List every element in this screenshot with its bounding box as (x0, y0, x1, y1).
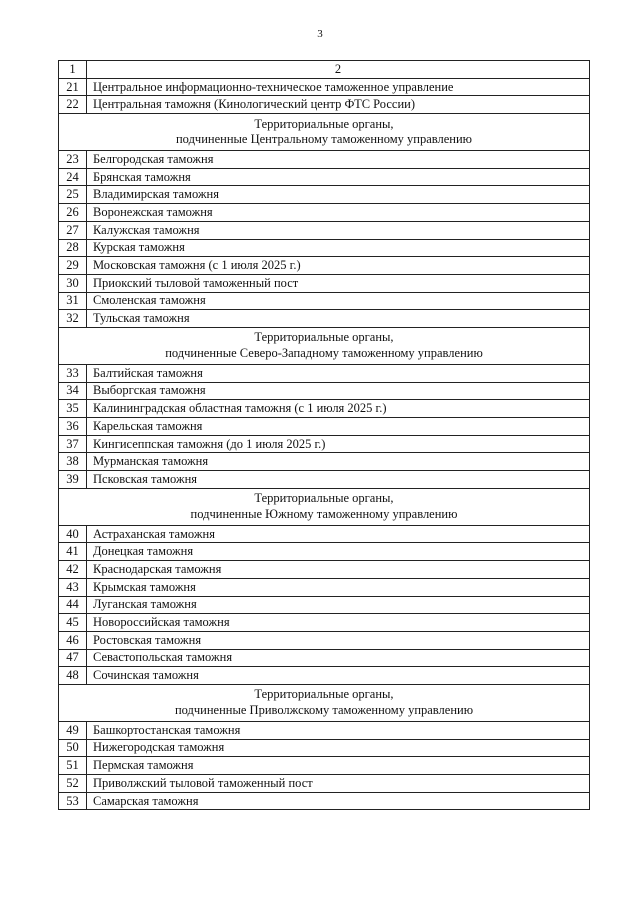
section-header-row (59, 684, 590, 721)
row-name: Краснодарская таможня (87, 561, 590, 579)
table-row (59, 257, 590, 275)
row-name: Калужская таможня (87, 221, 590, 239)
row-number: 36 (59, 418, 87, 436)
page-number: 3 (317, 28, 323, 40)
row-name: Выборгская таможня (87, 382, 590, 400)
row-name: Мурманская таможня (87, 453, 590, 471)
header-col-1: 1 (59, 61, 87, 79)
table-row (59, 471, 590, 489)
section-title-line-1: Территориальные органы, (254, 116, 394, 131)
row-name: Центральная таможня (Кинологический центр ФТС России) (87, 96, 590, 114)
row-name: Балтийская таможня (87, 364, 590, 382)
row-number: 43 (59, 578, 87, 596)
row-name: Брянская таможня (87, 168, 590, 186)
row-name: Центральное информационно-техническое таможенное управление (87, 78, 590, 96)
table-row (59, 204, 590, 222)
table-row (59, 151, 590, 169)
row-number: 26 (59, 204, 87, 222)
section-title-line-2: подчиненные Северо-Западному таможенному управлению (165, 345, 483, 360)
row-name: Курская таможня (87, 239, 590, 257)
table-row (59, 561, 590, 579)
row-number: 45 (59, 614, 87, 632)
section-header-cell (59, 488, 590, 525)
row-number: 38 (59, 453, 87, 471)
row-name: Приволжский тыловой таможенный пост (87, 775, 590, 793)
table-row (59, 721, 590, 739)
table-row (59, 453, 590, 471)
section-header-row (59, 114, 590, 151)
table-row (59, 400, 590, 418)
header-col-2: 2 (87, 61, 590, 79)
table-row (59, 667, 590, 685)
row-number: 35 (59, 400, 87, 418)
section-title-line-1: Территориальные органы, (254, 687, 394, 702)
row-number: 30 (59, 274, 87, 292)
row-number: 53 (59, 792, 87, 810)
section-header-cell (59, 684, 590, 721)
row-number: 32 (59, 310, 87, 328)
customs-bodies-table (58, 60, 590, 810)
row-name: Крымская таможня (87, 578, 590, 596)
table-row (59, 364, 590, 382)
table-row (59, 614, 590, 632)
row-name: Кингисеппская таможня (до 1 июля 2025 г.) (87, 435, 590, 453)
row-name: Калининградская областная таможня (с 1 июля 2025 г.) (87, 400, 590, 418)
table-body (59, 61, 590, 810)
table-row (59, 274, 590, 292)
row-name: Сочинская таможня (87, 667, 590, 685)
row-name: Псковская таможня (87, 471, 590, 489)
table-row (59, 739, 590, 757)
row-name: Самарская таможня (87, 792, 590, 810)
row-number: 44 (59, 596, 87, 614)
table-header-row (59, 61, 590, 79)
section-header-row (59, 327, 590, 364)
row-number: 28 (59, 239, 87, 257)
table-row (59, 186, 590, 204)
row-number: 31 (59, 292, 87, 310)
row-name: Ростовская таможня (87, 631, 590, 649)
section-title-line-2: подчиненные Приволжскому таможенному управлению (174, 702, 474, 717)
row-number: 50 (59, 739, 87, 757)
table-row (59, 543, 590, 561)
row-number: 21 (59, 78, 87, 96)
row-name: Воронежская таможня (87, 204, 590, 222)
table-row (59, 78, 590, 96)
table-row (59, 596, 590, 614)
table-row (59, 435, 590, 453)
row-number: 46 (59, 631, 87, 649)
table-row (59, 310, 590, 328)
section-title-line-1: Территориальные органы, (254, 491, 394, 506)
section-header-cell (59, 114, 590, 151)
table-row (59, 239, 590, 257)
row-number: 48 (59, 667, 87, 685)
row-number: 37 (59, 435, 87, 453)
table-row (59, 292, 590, 310)
row-number: 40 (59, 525, 87, 543)
row-number: 23 (59, 151, 87, 169)
table-row (59, 631, 590, 649)
row-number: 33 (59, 364, 87, 382)
table-row (59, 775, 590, 793)
row-name: Луганская таможня (87, 596, 590, 614)
table-row (59, 221, 590, 239)
row-name: Смоленская таможня (87, 292, 590, 310)
row-number: 42 (59, 561, 87, 579)
row-name: Владимирская таможня (87, 186, 590, 204)
row-name: Карельская таможня (87, 418, 590, 436)
row-name: Тульская таможня (87, 310, 590, 328)
row-number: 51 (59, 757, 87, 775)
row-name: Московская таможня (с 1 июля 2025 г.) (87, 257, 590, 275)
table-row (59, 382, 590, 400)
row-number: 24 (59, 168, 87, 186)
row-name: Башкортостанская таможня (87, 721, 590, 739)
row-name: Севастопольская таможня (87, 649, 590, 667)
row-number: 39 (59, 471, 87, 489)
row-number: 27 (59, 221, 87, 239)
row-number: 41 (59, 543, 87, 561)
section-title-line-1: Территориальные органы, (254, 330, 394, 345)
row-name: Белгородская таможня (87, 151, 590, 169)
row-number: 25 (59, 186, 87, 204)
row-name: Астраханская таможня (87, 525, 590, 543)
table-row (59, 578, 590, 596)
row-number: 29 (59, 257, 87, 275)
section-header-cell (59, 327, 590, 364)
row-name: Приокский тыловой таможенный пост (87, 274, 590, 292)
row-number: 34 (59, 382, 87, 400)
table-row (59, 792, 590, 810)
table-row (59, 757, 590, 775)
row-number: 47 (59, 649, 87, 667)
section-header-row (59, 488, 590, 525)
row-number: 52 (59, 775, 87, 793)
row-name: Новороссийская таможня (87, 614, 590, 632)
row-name: Пермская таможня (87, 757, 590, 775)
table-row (59, 649, 590, 667)
table-row (59, 525, 590, 543)
section-title-line-2: подчиненные Центральному таможенному управлению (175, 132, 472, 147)
section-title-line-2: подчиненные Южному таможенному управлению (190, 506, 458, 521)
row-number: 49 (59, 721, 87, 739)
table-row (59, 418, 590, 436)
table-row (59, 168, 590, 186)
row-number: 22 (59, 96, 87, 114)
row-name: Нижегородская таможня (87, 739, 590, 757)
row-name: Донецкая таможня (87, 543, 590, 561)
table-row (59, 96, 590, 114)
